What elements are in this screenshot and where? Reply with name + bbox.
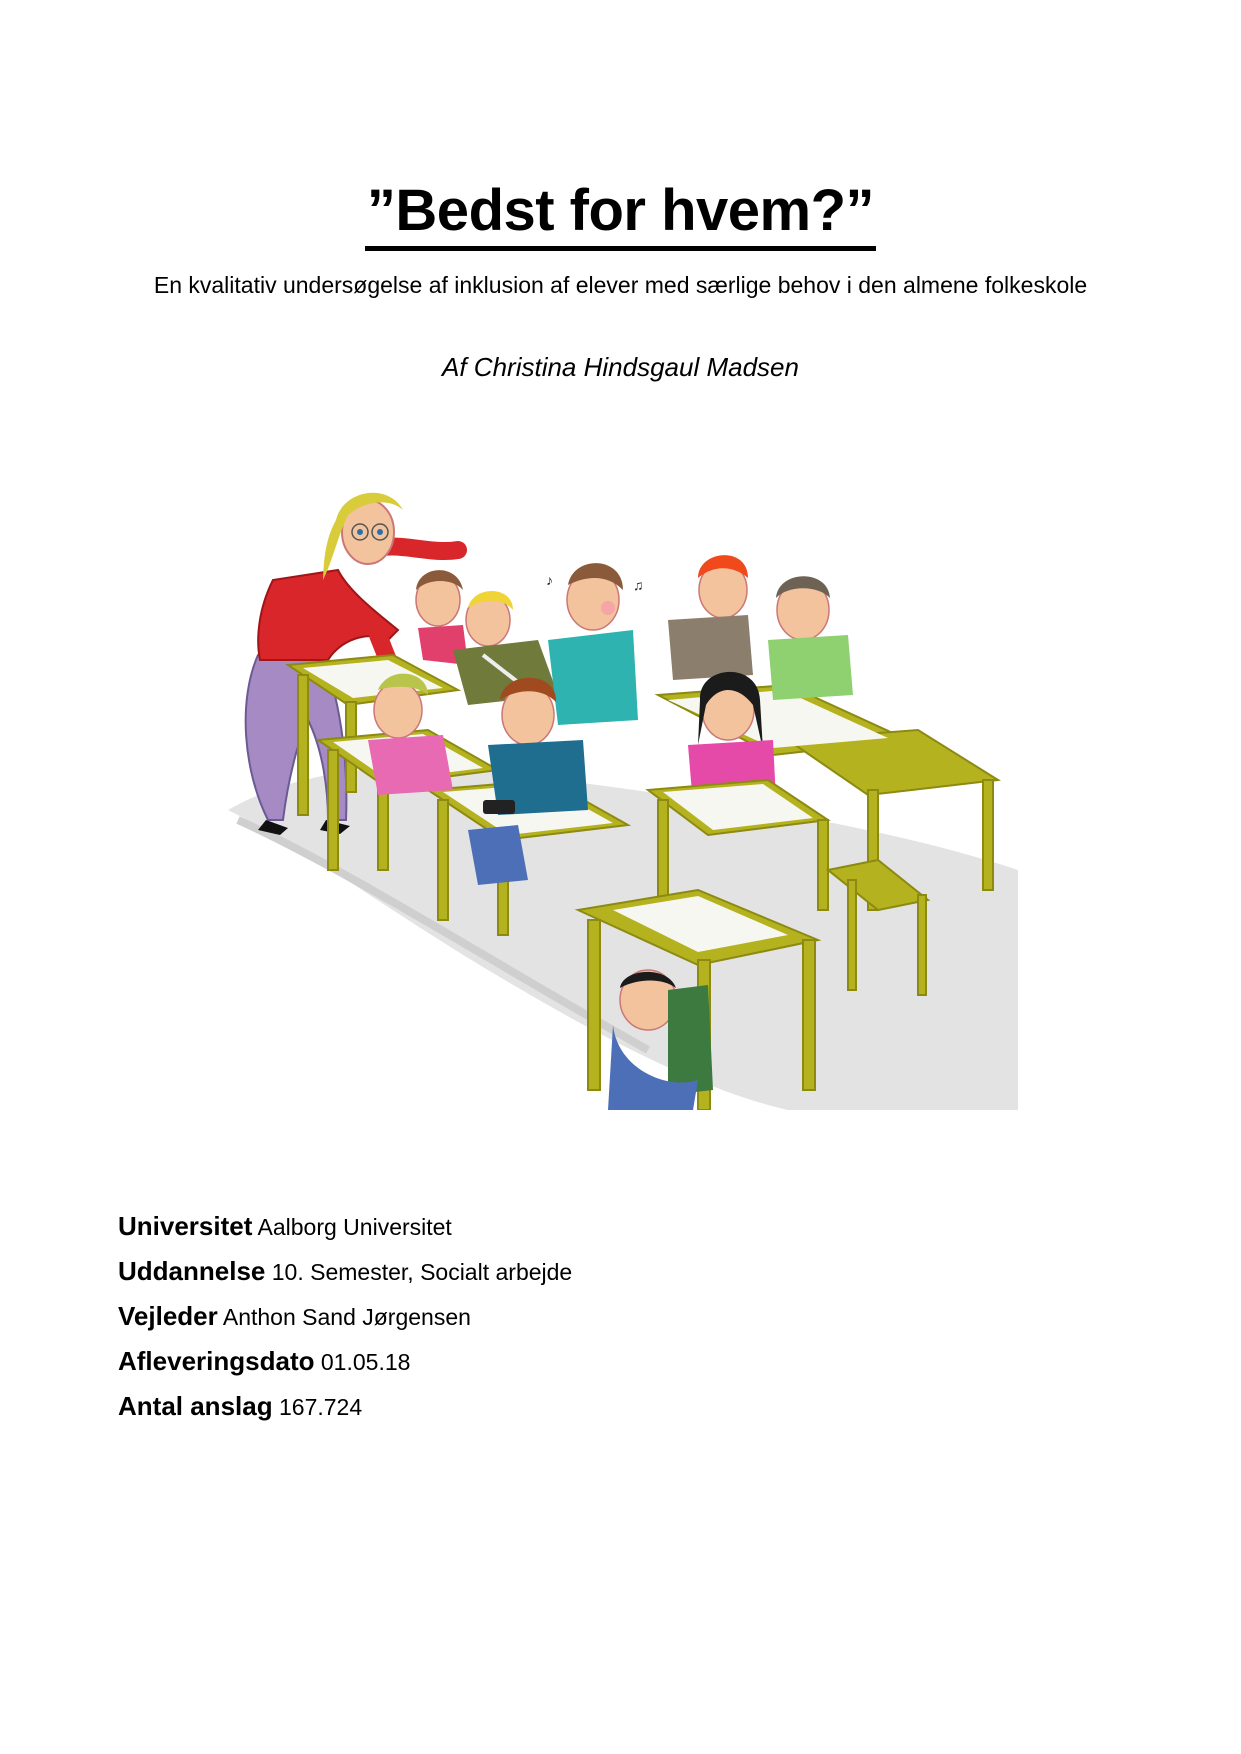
title-text: ”Bedst for hvem?” [365,178,876,251]
meta-row-afleveringsdato [118,1339,572,1384]
svg-text:♫: ♫ [633,577,644,593]
meta-value: Anthon Sand Jørgensen [222,1304,471,1330]
meta-row-uddannelse [118,1249,572,1294]
author-line: Af Christina Hindsgaul Madsen [442,352,799,382]
page-title [0,176,1241,251]
meta-value: 167.724 [278,1394,363,1420]
meta-value: 01.05.18 [320,1349,411,1375]
subtitle: En kvalitativ undersøgelse af inklusion af elever med særlige behov i den almene folkeskole [153,272,1088,298]
meta-row-vejleder [118,1294,572,1339]
meta-label: Afleveringsdato [118,1346,315,1376]
meta-label: Vejleder [118,1301,218,1331]
meta-label: Universitet [118,1211,253,1241]
meta-row-universitet [118,1204,572,1249]
meta-label: Antal anslag [118,1391,273,1421]
thesis-metadata [118,1204,572,1429]
meta-value: 10. Semester, Socialt arbejde [271,1259,573,1285]
meta-value: Aalborg Universitet [257,1214,452,1240]
meta-row-antal-anslag [118,1384,572,1429]
classroom-illustration [228,490,1018,1110]
svg-text:♪: ♪ [546,572,553,588]
meta-label: Uddannelse [118,1256,266,1286]
